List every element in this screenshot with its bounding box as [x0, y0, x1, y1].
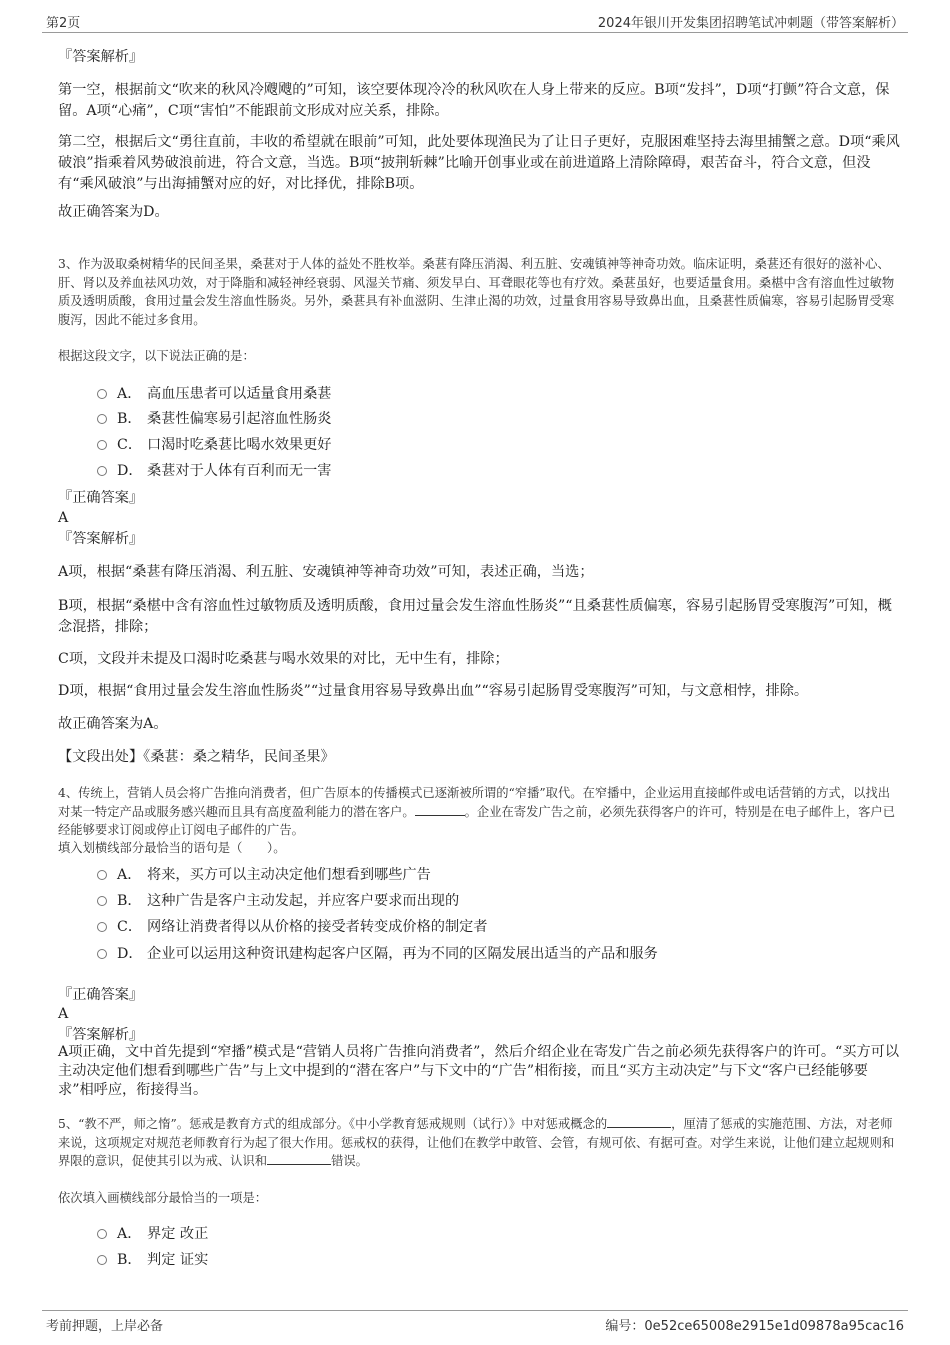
- option-text: 企业可以运用这种资讯建构起客户区隔，再为不同的区隔发展出适当的产品和服务: [147, 946, 658, 962]
- q3-source: 【文段出处】《桑葚：桑之精华，民间圣果》: [58, 749, 335, 765]
- q5-blank-2: [267, 1152, 331, 1165]
- q3-analysis-c: C项，文段并未提及口渴时吃桑葚与喝水效果的对比，无中生有，排除；: [58, 651, 509, 667]
- radio-icon[interactable]: [97, 896, 107, 906]
- q3-prompt: 根据这段文字，以下说法正确的是：: [58, 349, 255, 363]
- q4-option-c[interactable]: [97, 916, 488, 938]
- option-text: 将来，买方可以主动决定他们想看到哪些广告: [147, 867, 431, 883]
- q4-analysis: A项正确，文中首先提到“窄播”模式是“营销人员将广告推向消费者”，然后介绍企业在寄发广告之前必须先获得客户的许可。“买方可以主动决定他们想看到哪些广告”与上文中提到的“潜在客户”与下文中的“广告”相衔接，而且“买方主动决定”与下文“客户已经能够要求”相呼应，衔接得当。: [58, 1044, 900, 1098]
- q5-passage: [58, 1115, 900, 1171]
- option-letter: A．: [117, 867, 142, 883]
- q2-analysis-label: 『答案解析』: [58, 49, 144, 65]
- serial-number: 0e52ce65008e2915e1d09878a95cac16: [644, 1319, 904, 1334]
- q3-conclusion: 故正确答案为A。: [58, 716, 168, 732]
- option-letter: B．: [117, 1252, 142, 1268]
- q4-blank: [415, 803, 465, 816]
- option-letter: D．: [117, 946, 143, 962]
- option-letter: D．: [117, 463, 143, 479]
- q3-option-d[interactable]: [97, 460, 331, 482]
- page-number: 第2页: [46, 16, 81, 31]
- q5-passage-part1: 5、“教不严，师之惰”。惩戒是教育方式的组成部分。《中小学教育惩戒规则（试行）》中对惩戒概念的: [58, 1117, 608, 1131]
- q3-option-c[interactable]: [97, 434, 331, 456]
- q3-option-a[interactable]: [97, 383, 331, 405]
- footer-rule: [42, 1310, 908, 1311]
- q5-passage-part2: ，厘清了惩戒的实施范围、方法，对老师来说，这项规定对规范老师教育行为起了很大作用。惩戒权的获得，让他们在教学中敢管、会管，有规可依、有据可查。对学生来说，让他们建立起规则和界限的意识，促使其引以为戒、认识和: [58, 1117, 895, 1168]
- document-title: 2024年银川开发集团招聘笔试冲刺题（带答案解析）: [597, 16, 904, 31]
- q3-analysis-a: A项，根据“桑葚有降压消渴、利五脏、安魂镇神等神奇功效”可知，表述正确，当选；: [58, 564, 594, 580]
- q3-analysis-label: 『答案解析』: [58, 531, 144, 547]
- option-letter: C．: [117, 919, 143, 935]
- q4-correct-label: 『正确答案』: [58, 987, 144, 1003]
- radio-icon[interactable]: [97, 922, 107, 932]
- q2-conclusion: 故正确答案为D。: [58, 204, 169, 220]
- q2-analysis-para2: 第二空，根据后文“勇往直前，丰收的希望就在眼前”可知，此处要体现渔民为了让日子更好，克服困难坚持去海里捕蟹之意。D项“乘风破浪”指乘着风势破浪前进，符合文意，当选。B项“披荆斩棘”比喻开创事业或在前进道路上清除障碍，艰苦奋斗，符合文意，但没有“乘风破浪”与出海捕蟹对应的好，对比择优，排除B项。: [58, 134, 900, 192]
- q2-analysis-para1: 第一空，根据前文“吹来的秋风冷飕飕的”可知，该空要体现冷冷的秋风吹在人身上带来的反应。B项“发抖”，D项“打颤”符合文意，保留。A项“心痛”，C项“害怕”不能跟前文形成对应关系，排除。: [58, 82, 890, 119]
- option-text: 桑葚性偏寒易引起溶血性肠炎: [147, 411, 332, 427]
- serial-label: 编号：: [605, 1319, 645, 1334]
- radio-icon[interactable]: [97, 1229, 107, 1239]
- q5-option-a[interactable]: [97, 1223, 208, 1245]
- q4-passage: [58, 784, 900, 840]
- option-text: 桑葚对于人体有百利而无一害: [147, 463, 332, 479]
- q3-analysis-d: D项，根据“食用过量会发生溶血性肠炎”“过量食用容易导致鼻出血”“容易引起肠胃受寒腹泻”可知，与文意相悖，排除。: [58, 683, 809, 699]
- option-text: 这种广告是客户主动发起，并应客户要求而出现的: [147, 893, 460, 909]
- option-text: 网络让消费者得以从价格的接受者转变成价格的制定者: [147, 919, 488, 935]
- footer-slogan: 考前押题，上岸必备: [46, 1319, 164, 1334]
- q3-passage: 3、作为汲取桑树精华的民间圣果，桑葚对于人体的益处不胜枚举。桑葚有降压消渴、利五脏、安魂镇神等神奇功效。临床证明，桑葚还有很好的滋补心、肝、肾以及养血祛风功效，对于降脂和减轻神经衰弱、风湿关节痛、须发早白、耳聋眼花等也有疗效。桑葚虽好，也要适量食用。桑椹中含有溶血性过敏物质及透明质酸，食用过量会发生溶血性肠炎。另外，桑葚具有补血滋阴、生津止渴的功效，过量食用容易导致鼻出血，且桑葚性质偏寒，容易引起肠胃受寒腹泻，因此不能过多食用。: [58, 257, 895, 327]
- q3-option-b[interactable]: [97, 408, 331, 430]
- q5-passage-part3: 错误。: [331, 1154, 368, 1168]
- option-text: 判定 证实: [147, 1252, 209, 1268]
- radio-icon[interactable]: [97, 414, 107, 424]
- q5-option-b[interactable]: [97, 1249, 208, 1271]
- header-rule: [42, 32, 908, 33]
- radio-icon[interactable]: [97, 466, 107, 476]
- option-letter: B．: [117, 411, 142, 427]
- radio-icon[interactable]: [97, 1255, 107, 1265]
- q4-option-d[interactable]: [97, 943, 658, 965]
- radio-icon[interactable]: [97, 949, 107, 959]
- q4-passage-before: 4、传统上，营销人员会将广告推向消费者，但广告原本的传播模式已逐渐被所谓的“窄播”取代。在窄播中，企业运用直接邮件或电话营销的方式，以找出对某一特定产品或服务感兴趣而且具有高度盈利能力的潜在客户。: [58, 786, 890, 819]
- q3-analysis-b: B项，根据“桑椹中含有溶血性过敏物质及透明质酸，食用过量会发生溶血性肠炎”“且桑葚性质偏寒，容易引起肠胃受寒腹泻”可知，概念混搭，排除；: [58, 598, 892, 635]
- q5-prompt: 依次填入画横线部分最恰当的一项是：: [58, 1191, 268, 1205]
- option-text: 界定 改正: [147, 1226, 209, 1242]
- q4-prompt: 填入划横线部分最恰当的语句是（ ）。: [58, 841, 286, 855]
- q4-analysis-label: 『答案解析』: [58, 1027, 144, 1043]
- q3-correct-answer: A: [58, 510, 69, 526]
- option-text: 高血压患者可以适量食用桑葚: [147, 386, 332, 402]
- q4-correct-answer: A: [58, 1006, 69, 1022]
- q4-option-b[interactable]: [97, 890, 459, 912]
- q5-blank-1: [607, 1115, 671, 1128]
- option-letter: A．: [117, 386, 142, 402]
- footer-serial: [605, 1315, 904, 1334]
- q4-passage-after: 。企业在寄发广告之前，必须先获得客户的许可，特别是在电子邮件上，客户已经能够要求订阅或停止订阅电子邮件的广告。: [58, 804, 896, 837]
- q4-option-a[interactable]: [97, 864, 431, 886]
- radio-icon[interactable]: [97, 440, 107, 450]
- radio-icon[interactable]: [97, 870, 107, 880]
- option-letter: A．: [117, 1226, 142, 1242]
- option-letter: C．: [117, 437, 143, 453]
- option-text: 口渴时吃桑葚比喝水效果更好: [147, 437, 332, 453]
- option-letter: B．: [117, 893, 142, 909]
- radio-icon[interactable]: [97, 389, 107, 399]
- q3-correct-label: 『正确答案』: [58, 490, 144, 506]
